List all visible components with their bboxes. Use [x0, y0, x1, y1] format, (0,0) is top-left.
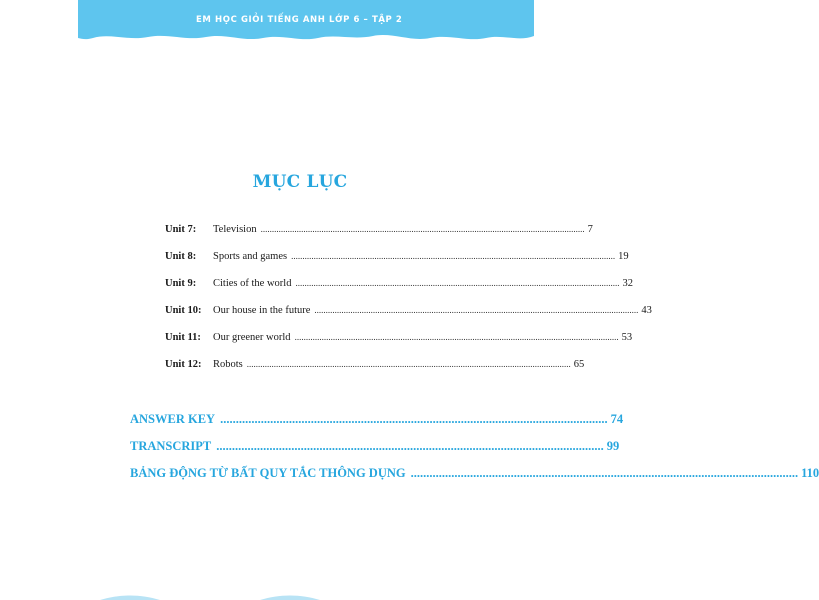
- unit-label: Unit 10:: [165, 305, 202, 316]
- dot-leader: ................................................................................................................................................: [260, 224, 585, 234]
- unit-label: Unit 12:: [165, 359, 202, 370]
- toc-section-row[interactable]: [130, 439, 620, 455]
- unit-label: Unit 11:: [165, 332, 201, 343]
- unit-name: Our greener world: [213, 332, 291, 343]
- unit-name: Robots: [213, 359, 243, 370]
- toc-section-row[interactable]: [130, 412, 624, 428]
- section-page-number: 99: [606, 439, 620, 453]
- dot-leader: ................................................................................................................................................: [291, 251, 616, 261]
- dot-leader: ............................................................................................................................: [220, 412, 608, 426]
- toc-unit-row[interactable]: [165, 332, 633, 346]
- dot-leader: ................................................................................................................................................: [314, 305, 639, 315]
- unit-label: Unit 9:: [165, 278, 197, 289]
- unit-page-number: 43: [641, 305, 652, 316]
- unit-name: Television: [213, 224, 257, 235]
- header-title: EM HỌC GIỎI TIẾNG ANH LỚP 6 – TẬP 2: [196, 15, 403, 25]
- toc-unit-row[interactable]: [165, 305, 652, 319]
- section-page-number: 74: [610, 412, 624, 426]
- unit-name: Cities of the world: [213, 278, 292, 289]
- unit-page-number: 65: [573, 359, 585, 370]
- unit-name: Sports and games: [213, 251, 288, 262]
- dot-leader: ................................................................................................................................................: [246, 359, 571, 369]
- unit-name: Our house in the future: [213, 305, 311, 316]
- section-label: BẢNG ĐỘNG TỪ BẤT QUY TẮC THÔNG DỤNG: [130, 466, 406, 480]
- unit-page-number: 53: [621, 332, 633, 343]
- bottom-wave-decoration: [100, 594, 320, 600]
- unit-label: Unit 8:: [165, 251, 197, 262]
- toc-unit-row[interactable]: [165, 359, 585, 373]
- section-label: TRANSCRIPT: [130, 439, 212, 453]
- unit-page-number: 7: [587, 224, 593, 235]
- toc-unit-row[interactable]: [165, 224, 593, 238]
- toc-title: MỤC LỤC: [252, 172, 348, 192]
- toc-section-row[interactable]: [130, 466, 819, 482]
- dot-leader: ............................................................................................................................: [216, 439, 604, 453]
- dot-leader: ................................................................................................................................................: [295, 278, 620, 288]
- unit-page-number: 32: [622, 278, 633, 289]
- toc-unit-row[interactable]: [165, 251, 629, 265]
- wave-banner-shape: [78, 0, 534, 52]
- unit-label: Unit 7:: [165, 224, 197, 235]
- toc-unit-row[interactable]: [165, 278, 633, 292]
- dot-leader: ............................................................................................................................: [410, 466, 799, 480]
- dot-leader: ................................................................................................................................................: [294, 332, 619, 342]
- section-label: ANSWER KEY: [130, 412, 216, 426]
- section-page-number: 110: [801, 466, 819, 480]
- header-band: [78, 0, 534, 52]
- unit-page-number: 19: [618, 251, 629, 262]
